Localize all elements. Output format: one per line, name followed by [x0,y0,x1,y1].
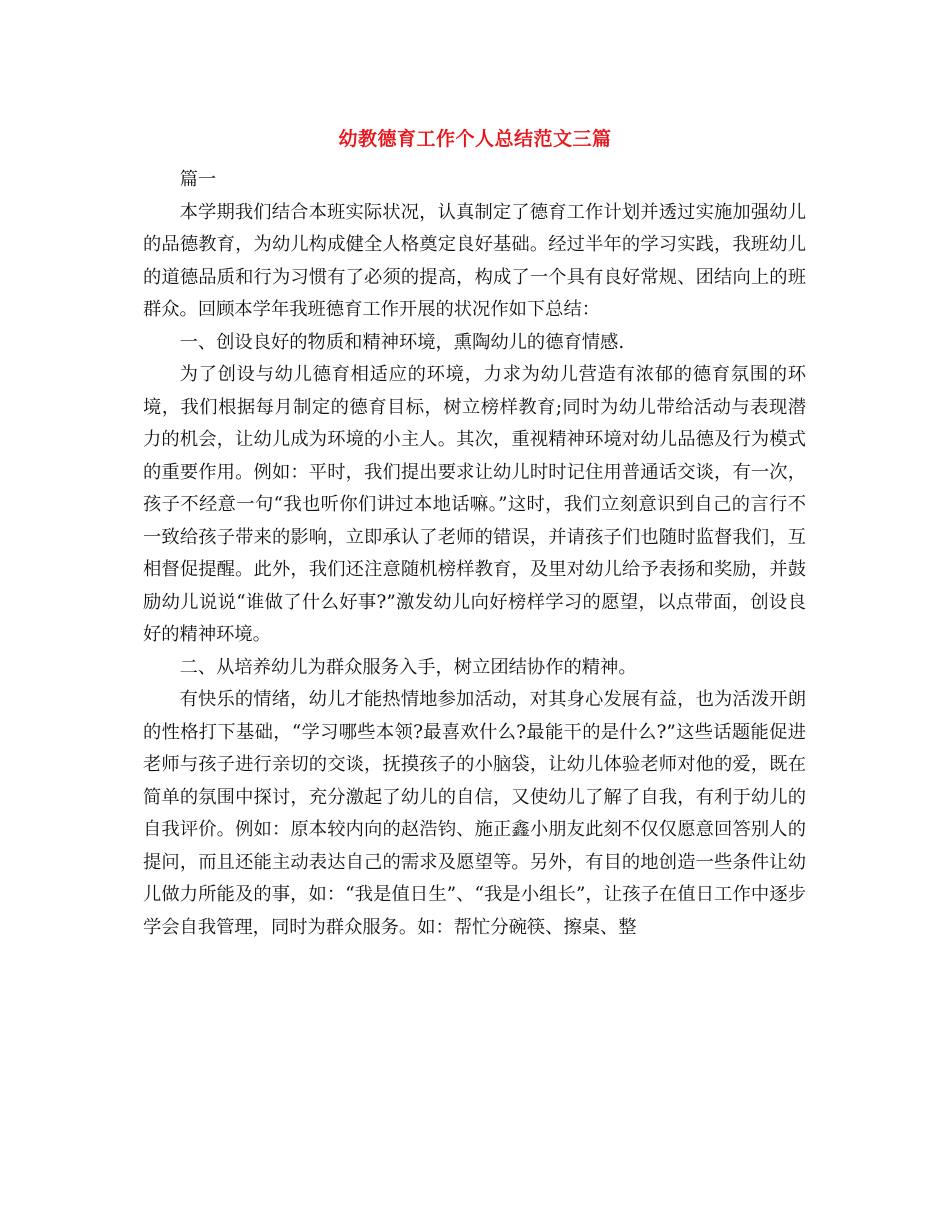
section-label: 篇一 [179,169,217,190]
section-heading: 一、创设良好的物质和精神环境，熏陶幼儿的德育情感. [179,331,625,353]
paragraph: 为了创设与幼儿德育相适应的环境，力求为幼儿营造有浓郁的德育氛围的环境，我们根据每月制定的德育目标，树立榜样教育;同时为幼儿带给活动与表现潜力的机会，让幼儿成为环境的小主人。其次，重视精神环境对幼儿品德及行为模式的重要作用。例如：平时，我们提出要求让幼儿时时记住用普通话交谈，有一次，孩子不经意一句“我也听你们讲过本地话嘛。”这时，我们立刻意识到自己的言行不一致给孩子带来的影响，立即承认了老师的错误，并请孩子们也随时监督我们，互相督促提醒。此外，我们还注意随机榜样教育，及里对幼儿给予表扬和奖励，并鼓励幼儿说说“谁做了什么好事?”激发幼儿向好榜样学习的愿望，以点带面，创设良好的精神环境。 [143,364,806,645]
paragraph: 有快乐的情绪，幼儿才能热情地参加活动，对其身心发展有益，也为活泼开朗的性格打下基础，“学习哪些本领?最喜欢什么?最能干的是什么?”这些话题能促进老师与孩子进行亲切的交谈，抚摸孩子的小脑袋，让幼儿体验老师对他的爱，既在简单的氛围中探讨，充分激起了幼儿的自信，又使幼儿了解了自我，有利于幼儿的自我评价。例如：原本较内向的赵浩钧、施正鑫小朋友此刻不仅仅愿意回答别人的提问，而且还能主动表达自己的需求及愿望等。另外，有目的地创造一些条件让幼儿做力所能及的事，如：“我是值日生”、“我是小组长”，让孩子在值日工作中逐步学会自我管理，同时为群众服务。如：帮忙分碗筷、擦桌、整 [143,689,806,938]
document-body [143,164,806,944]
paragraph: 本学期我们结合本班实际状况，认真制定了德育工作计划并透过实施加强幼儿的品德教育，为幼儿构成健全人格奠定良好基础。经过半年的学习实践，我班幼儿的道德品质和行为习惯有了必须的提高，构成了一个具有良好常规、团结向上的班群众。回顾本学年我班德育工作开展的状况作如下总结： [143,201,806,320]
document-title: 幼教德育工作个人总结范文三篇 [338,128,612,150]
section-heading: 二、从培养幼儿为群众服务入手，树立团结协作的精神。 [179,656,637,678]
